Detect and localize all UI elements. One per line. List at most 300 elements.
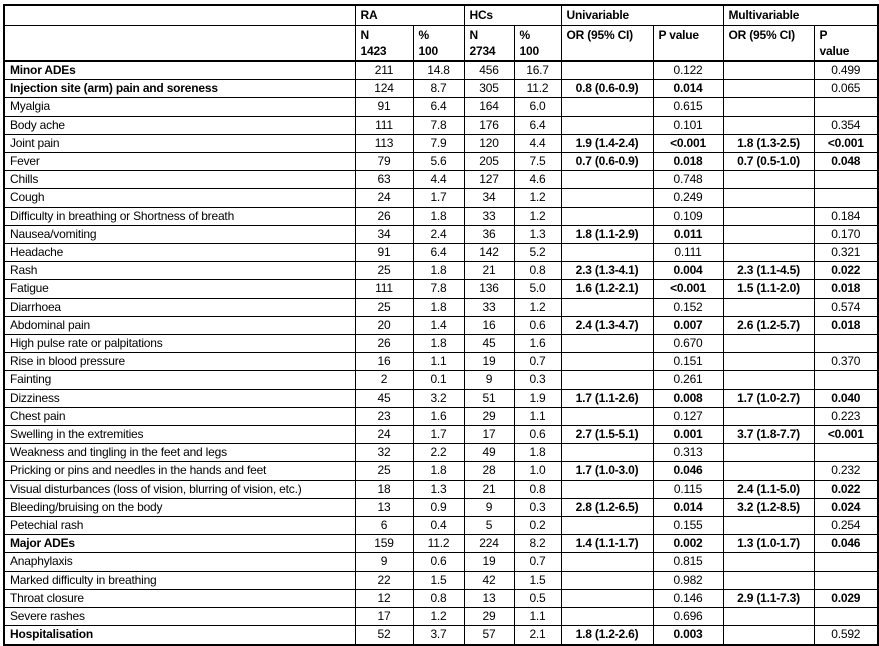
column-header-multi-p [814, 26, 878, 62]
cell-ra-n: 79 [355, 153, 413, 171]
cell-uni-p: 0.155 [653, 517, 723, 535]
cell-uni-p: 0.001 [653, 426, 723, 444]
cell-uni-p: 0.748 [653, 171, 723, 189]
cell-ra-n: 2 [355, 371, 413, 389]
cell-hc-pct: 4.4 [514, 134, 561, 152]
table-row [4, 316, 878, 334]
cell-uni-or: 1.7 (1.0-3.0) [561, 462, 653, 480]
cell-ra-n: 111 [355, 280, 413, 298]
cell-multi-p: 0.018 [814, 316, 878, 334]
cell-uni-p: 0.151 [653, 353, 723, 371]
cell-multi-p: 0.254 [814, 517, 878, 535]
cell-hc-pct: 1.6 [514, 335, 561, 353]
cell-uni-p: 0.018 [653, 153, 723, 171]
cell-ra-pct: 1.4 [413, 316, 464, 334]
table-row [4, 371, 878, 389]
table-row [4, 444, 878, 462]
cell-uni-p: <0.001 [653, 134, 723, 152]
cell-multi-p: 0.022 [814, 262, 878, 280]
cell-multi-p: 0.321 [814, 244, 878, 262]
cell-ra-pct: 5.6 [413, 153, 464, 171]
cell-multi-p: 0.499 [814, 61, 878, 80]
cell-multi-p: 0.370 [814, 353, 878, 371]
cell-multi-or [723, 444, 814, 462]
cell-hc-pct: 0.8 [514, 262, 561, 280]
table-row [4, 298, 878, 316]
cell-ra-n: 25 [355, 462, 413, 480]
cell-uni-or: 1.4 (1.1-1.7) [561, 535, 653, 553]
cell-ra-n: 23 [355, 407, 413, 425]
cell-uni-or: 0.8 (0.6-0.9) [561, 80, 653, 98]
cell-row-label: Fatigue [4, 280, 355, 298]
column-header-line: P value [658, 28, 699, 42]
cell-hc-n: 34 [464, 189, 514, 207]
cell-ra-n: 34 [355, 225, 413, 243]
table-row [4, 80, 878, 98]
column-header-line: % [418, 28, 429, 42]
cell-multi-p [814, 571, 878, 589]
ade-comparison-table [3, 4, 879, 646]
cell-hc-pct: 0.7 [514, 553, 561, 571]
cell-ra-n: 26 [355, 335, 413, 353]
cell-row-label: Body ache [4, 116, 355, 134]
cell-multi-p [814, 608, 878, 626]
cell-multi-or: 0.7 (0.5-1.0) [723, 153, 814, 171]
cell-row-label: Headache [4, 244, 355, 262]
cell-row-label: Anaphylaxis [4, 553, 355, 571]
cell-row-label: Major ADEs [4, 535, 355, 553]
cell-ra-n: 18 [355, 480, 413, 498]
cell-ra-pct: 1.8 [413, 262, 464, 280]
column-header-hc-pct [514, 26, 561, 62]
cell-uni-or: 1.8 (1.1-2.9) [561, 225, 653, 243]
cell-ra-pct: 8.7 [413, 80, 464, 98]
cell-ra-pct: 2.2 [413, 444, 464, 462]
cell-multi-or [723, 462, 814, 480]
cell-uni-or: 2.3 (1.3-4.1) [561, 262, 653, 280]
cell-uni-or [561, 98, 653, 116]
cell-multi-or: 2.9 (1.1-7.3) [723, 589, 814, 607]
table-row [4, 553, 878, 571]
cell-uni-p: 0.127 [653, 407, 723, 425]
cell-multi-or [723, 371, 814, 389]
cell-uni-or [561, 116, 653, 134]
cell-hc-pct: 1.1 [514, 608, 561, 626]
table-row [4, 626, 878, 645]
cell-row-label: Abdominal pain [4, 316, 355, 334]
cell-multi-or [723, 571, 814, 589]
cell-multi-or [723, 335, 814, 353]
cell-hc-n: 305 [464, 80, 514, 98]
column-header-line: N [360, 28, 369, 42]
cell-ra-n: 26 [355, 207, 413, 225]
cell-uni-p: 0.146 [653, 589, 723, 607]
cell-multi-or: 2.4 (1.1-5.0) [723, 480, 814, 498]
table-row [4, 353, 878, 371]
cell-row-label: Visual disturbances (loss of vision, blurring of vision, etc.) [4, 480, 355, 498]
cell-ra-n: 17 [355, 608, 413, 626]
column-header-line: value [819, 44, 850, 58]
cell-ra-n: 16 [355, 353, 413, 371]
cell-ra-n: 9 [355, 553, 413, 571]
cell-multi-p [814, 553, 878, 571]
cell-uni-or: 2.4 (1.3-4.7) [561, 316, 653, 334]
cell-uni-p: 0.615 [653, 98, 723, 116]
cell-ra-n: 91 [355, 98, 413, 116]
group-header-empty [4, 5, 355, 26]
table-row [4, 407, 878, 425]
cell-ra-n: 91 [355, 244, 413, 262]
cell-uni-or: 0.7 (0.6-0.9) [561, 153, 653, 171]
cell-uni-or: 1.8 (1.2-2.6) [561, 626, 653, 645]
column-header-ra-n [355, 26, 413, 62]
cell-multi-p: 0.184 [814, 207, 878, 225]
cell-hc-pct: 1.0 [514, 462, 561, 480]
table-row [4, 335, 878, 353]
cell-multi-p [814, 371, 878, 389]
cell-uni-p: 0.982 [653, 571, 723, 589]
table-row [4, 517, 878, 535]
cell-hc-pct: 2.1 [514, 626, 561, 645]
table-row [4, 207, 878, 225]
cell-row-label: Injection site (arm) pain and soreness [4, 80, 355, 98]
cell-multi-or: 1.5 (1.1-2.0) [723, 280, 814, 298]
cell-ra-pct: 0.4 [413, 517, 464, 535]
group-header-multivariable: Multivariable [723, 5, 878, 26]
cell-uni-or: 2.8 (1.2-6.5) [561, 498, 653, 516]
cell-ra-n: 124 [355, 80, 413, 98]
cell-row-label: Fainting [4, 371, 355, 389]
cell-row-label: Rise in blood pressure [4, 353, 355, 371]
cell-hc-pct: 5.2 [514, 244, 561, 262]
table-row [4, 571, 878, 589]
cell-multi-p: 0.170 [814, 225, 878, 243]
cell-multi-p [814, 98, 878, 116]
cell-hc-n: 142 [464, 244, 514, 262]
cell-multi-or [723, 80, 814, 98]
cell-ra-pct: 1.7 [413, 189, 464, 207]
cell-row-label: Marked difficulty in breathing [4, 571, 355, 589]
cell-hc-pct: 0.8 [514, 480, 561, 498]
column-header-row [4, 26, 878, 62]
table-row [4, 153, 878, 171]
table-row [4, 171, 878, 189]
cell-uni-p: <0.001 [653, 280, 723, 298]
cell-hc-pct: 1.2 [514, 298, 561, 316]
cell-hc-n: 5 [464, 517, 514, 535]
cell-uni-p: 0.249 [653, 189, 723, 207]
column-header-uni-p [653, 26, 723, 62]
cell-row-label: Joint pain [4, 134, 355, 152]
cell-uni-or [561, 207, 653, 225]
cell-multi-or [723, 244, 814, 262]
cell-uni-p: 0.696 [653, 608, 723, 626]
cell-uni-p: 0.003 [653, 626, 723, 645]
cell-multi-or: 2.6 (1.2-5.7) [723, 316, 814, 334]
cell-uni-p: 0.313 [653, 444, 723, 462]
cell-ra-pct: 1.3 [413, 480, 464, 498]
cell-multi-p: 0.029 [814, 589, 878, 607]
cell-uni-or: 1.6 (1.2-2.1) [561, 280, 653, 298]
column-header-multi-or [723, 26, 814, 62]
cell-row-label: Hospitalisation [4, 626, 355, 645]
cell-uni-or [561, 589, 653, 607]
column-header-uni-or [561, 26, 653, 62]
cell-ra-n: 24 [355, 189, 413, 207]
cell-uni-or [561, 371, 653, 389]
cell-ra-pct: 1.8 [413, 298, 464, 316]
cell-multi-or [723, 189, 814, 207]
cell-ra-pct: 1.8 [413, 335, 464, 353]
cell-multi-p: 0.574 [814, 298, 878, 316]
cell-ra-n: 111 [355, 116, 413, 134]
column-header-line: OR (95% CI) [728, 28, 795, 42]
cell-ra-n: 22 [355, 571, 413, 589]
cell-uni-p: 0.011 [653, 225, 723, 243]
cell-uni-or [561, 244, 653, 262]
cell-row-label: Pricking or pins and needles in the hands and feet [4, 462, 355, 480]
cell-ra-pct: 7.9 [413, 134, 464, 152]
cell-ra-pct: 6.4 [413, 244, 464, 262]
cell-uni-p: 0.261 [653, 371, 723, 389]
cell-multi-or: 1.7 (1.0-2.7) [723, 389, 814, 407]
cell-ra-pct: 7.8 [413, 280, 464, 298]
cell-hc-n: 29 [464, 407, 514, 425]
column-header-line: OR (95% CI) [566, 28, 633, 42]
cell-ra-pct: 1.8 [413, 462, 464, 480]
cell-hc-n: 19 [464, 553, 514, 571]
cell-row-label: Cough [4, 189, 355, 207]
cell-uni-p: 0.152 [653, 298, 723, 316]
cell-hc-pct: 0.2 [514, 517, 561, 535]
cell-uni-or [561, 189, 653, 207]
cell-hc-n: 19 [464, 353, 514, 371]
cell-uni-or [561, 353, 653, 371]
cell-uni-or [561, 571, 653, 589]
group-header-ra: RA [355, 5, 464, 26]
table-row [4, 535, 878, 553]
cell-multi-p: 0.046 [814, 535, 878, 553]
cell-multi-or [723, 407, 814, 425]
cell-uni-or [561, 608, 653, 626]
cell-multi-p: 0.065 [814, 80, 878, 98]
cell-uni-p: 0.815 [653, 553, 723, 571]
cell-hc-n: 21 [464, 262, 514, 280]
table-row [4, 426, 878, 444]
cell-row-label: Fever [4, 153, 355, 171]
cell-uni-p: 0.014 [653, 498, 723, 516]
cell-multi-p: 0.024 [814, 498, 878, 516]
column-header-line: 1423 [360, 44, 387, 58]
cell-multi-or: 1.3 (1.0-1.7) [723, 535, 814, 553]
cell-hc-n: 29 [464, 608, 514, 626]
cell-uni-or: 1.7 (1.1-2.6) [561, 389, 653, 407]
table-row [4, 116, 878, 134]
cell-ra-pct: 1.7 [413, 426, 464, 444]
cell-uni-p: 0.002 [653, 535, 723, 553]
table-row [4, 589, 878, 607]
cell-multi-p: <0.001 [814, 426, 878, 444]
cell-multi-p: 0.592 [814, 626, 878, 645]
cell-hc-n: 16 [464, 316, 514, 334]
cell-ra-pct: 2.4 [413, 225, 464, 243]
cell-ra-pct: 0.6 [413, 553, 464, 571]
cell-row-label: Petechial rash [4, 517, 355, 535]
cell-ra-n: 45 [355, 389, 413, 407]
cell-multi-or [723, 608, 814, 626]
cell-ra-pct: 11.2 [413, 535, 464, 553]
table-row [4, 244, 878, 262]
cell-ra-pct: 1.8 [413, 207, 464, 225]
table-row [4, 98, 878, 116]
cell-uni-or: 2.7 (1.5-5.1) [561, 426, 653, 444]
column-header-line: P [819, 28, 828, 42]
cell-hc-n: 120 [464, 134, 514, 152]
cell-ra-n: 32 [355, 444, 413, 462]
cell-ra-n: 63 [355, 171, 413, 189]
cell-multi-p [814, 171, 878, 189]
table-row [4, 61, 878, 80]
cell-ra-pct: 0.9 [413, 498, 464, 516]
cell-uni-or [561, 480, 653, 498]
cell-hc-n: 224 [464, 535, 514, 553]
column-header-line: N [469, 28, 478, 42]
group-header-row [4, 5, 878, 26]
cell-uni-p: 0.008 [653, 389, 723, 407]
cell-hc-pct: 6.4 [514, 116, 561, 134]
cell-hc-pct: 0.3 [514, 498, 561, 516]
cell-hc-pct: 1.2 [514, 189, 561, 207]
cell-ra-pct: 14.8 [413, 61, 464, 80]
cell-ra-pct: 3.7 [413, 626, 464, 645]
cell-multi-or [723, 626, 814, 645]
cell-multi-or: 2.3 (1.1-4.5) [723, 262, 814, 280]
cell-ra-pct: 0.8 [413, 589, 464, 607]
cell-hc-n: 127 [464, 171, 514, 189]
cell-multi-p [814, 189, 878, 207]
cell-row-label: Throat closure [4, 589, 355, 607]
cell-multi-or [723, 61, 814, 80]
cell-multi-or: 3.7 (1.8-7.7) [723, 426, 814, 444]
cell-multi-or [723, 98, 814, 116]
cell-uni-p: 0.004 [653, 262, 723, 280]
group-header-hcs: HCs [464, 5, 561, 26]
cell-uni-p: 0.007 [653, 316, 723, 334]
cell-multi-or [723, 207, 814, 225]
cell-uni-or [561, 171, 653, 189]
cell-hc-n: 33 [464, 298, 514, 316]
group-header-univariable: Univariable [561, 5, 723, 26]
table-row [4, 480, 878, 498]
cell-ra-pct: 7.8 [413, 116, 464, 134]
table-row [4, 225, 878, 243]
cell-hc-n: 33 [464, 207, 514, 225]
cell-row-label: Myalgia [4, 98, 355, 116]
cell-hc-pct: 7.5 [514, 153, 561, 171]
column-header-ra-pct [413, 26, 464, 62]
cell-hc-n: 28 [464, 462, 514, 480]
cell-uni-or [561, 298, 653, 316]
cell-row-label: Bleeding/bruising on the body [4, 498, 355, 516]
cell-hc-n: 45 [464, 335, 514, 353]
cell-multi-p: 0.018 [814, 280, 878, 298]
cell-uni-p: 0.101 [653, 116, 723, 134]
cell-hc-n: 176 [464, 116, 514, 134]
cell-multi-p: 0.040 [814, 389, 878, 407]
cell-multi-or [723, 116, 814, 134]
column-header-line: % [519, 28, 530, 42]
cell-hc-pct: 11.2 [514, 80, 561, 98]
cell-hc-n: 9 [464, 498, 514, 516]
cell-row-label: Severe rashes [4, 608, 355, 626]
cell-ra-pct: 3.2 [413, 389, 464, 407]
cell-multi-or [723, 553, 814, 571]
table-row [4, 189, 878, 207]
cell-row-label: Chest pain [4, 407, 355, 425]
cell-ra-pct: 1.1 [413, 353, 464, 371]
cell-uni-or [561, 335, 653, 353]
cell-uni-p: 0.115 [653, 480, 723, 498]
cell-ra-pct: 6.4 [413, 98, 464, 116]
cell-multi-p [814, 444, 878, 462]
cell-row-label: Rash [4, 262, 355, 280]
column-header-hc-n [464, 26, 514, 62]
cell-ra-n: 113 [355, 134, 413, 152]
cell-ra-n: 20 [355, 316, 413, 334]
cell-uni-or [561, 61, 653, 80]
cell-ra-n: 6 [355, 517, 413, 535]
cell-hc-n: 42 [464, 571, 514, 589]
cell-multi-or [723, 225, 814, 243]
cell-hc-n: 456 [464, 61, 514, 80]
cell-hc-pct: 1.1 [514, 407, 561, 425]
cell-uni-or [561, 444, 653, 462]
table-row [4, 262, 878, 280]
cell-uni-p: 0.111 [653, 244, 723, 262]
cell-row-label: Chills [4, 171, 355, 189]
cell-multi-or: 1.8 (1.3-2.5) [723, 134, 814, 152]
cell-uni-p: 0.109 [653, 207, 723, 225]
cell-row-label: Swelling in the extremities [4, 426, 355, 444]
table-row [4, 498, 878, 516]
cell-uni-p: 0.122 [653, 61, 723, 80]
cell-multi-p: 0.022 [814, 480, 878, 498]
cell-hc-pct: 4.6 [514, 171, 561, 189]
table-header [4, 5, 878, 61]
cell-hc-n: 21 [464, 480, 514, 498]
cell-hc-pct: 1.5 [514, 571, 561, 589]
cell-hc-n: 13 [464, 589, 514, 607]
cell-hc-n: 51 [464, 389, 514, 407]
cell-ra-n: 25 [355, 262, 413, 280]
cell-hc-pct: 8.2 [514, 535, 561, 553]
cell-hc-pct: 0.6 [514, 316, 561, 334]
cell-multi-p [814, 335, 878, 353]
cell-hc-pct: 1.3 [514, 225, 561, 243]
table-row [4, 462, 878, 480]
cell-row-label: Dizziness [4, 389, 355, 407]
cell-hc-n: 57 [464, 626, 514, 645]
cell-ra-n: 24 [355, 426, 413, 444]
table-row [4, 389, 878, 407]
cell-uni-or [561, 517, 653, 535]
cell-uni-p: 0.670 [653, 335, 723, 353]
cell-hc-pct: 0.7 [514, 353, 561, 371]
cell-uni-or [561, 407, 653, 425]
cell-multi-or [723, 517, 814, 535]
cell-hc-pct: 0.3 [514, 371, 561, 389]
column-header-line: 100 [418, 44, 438, 58]
